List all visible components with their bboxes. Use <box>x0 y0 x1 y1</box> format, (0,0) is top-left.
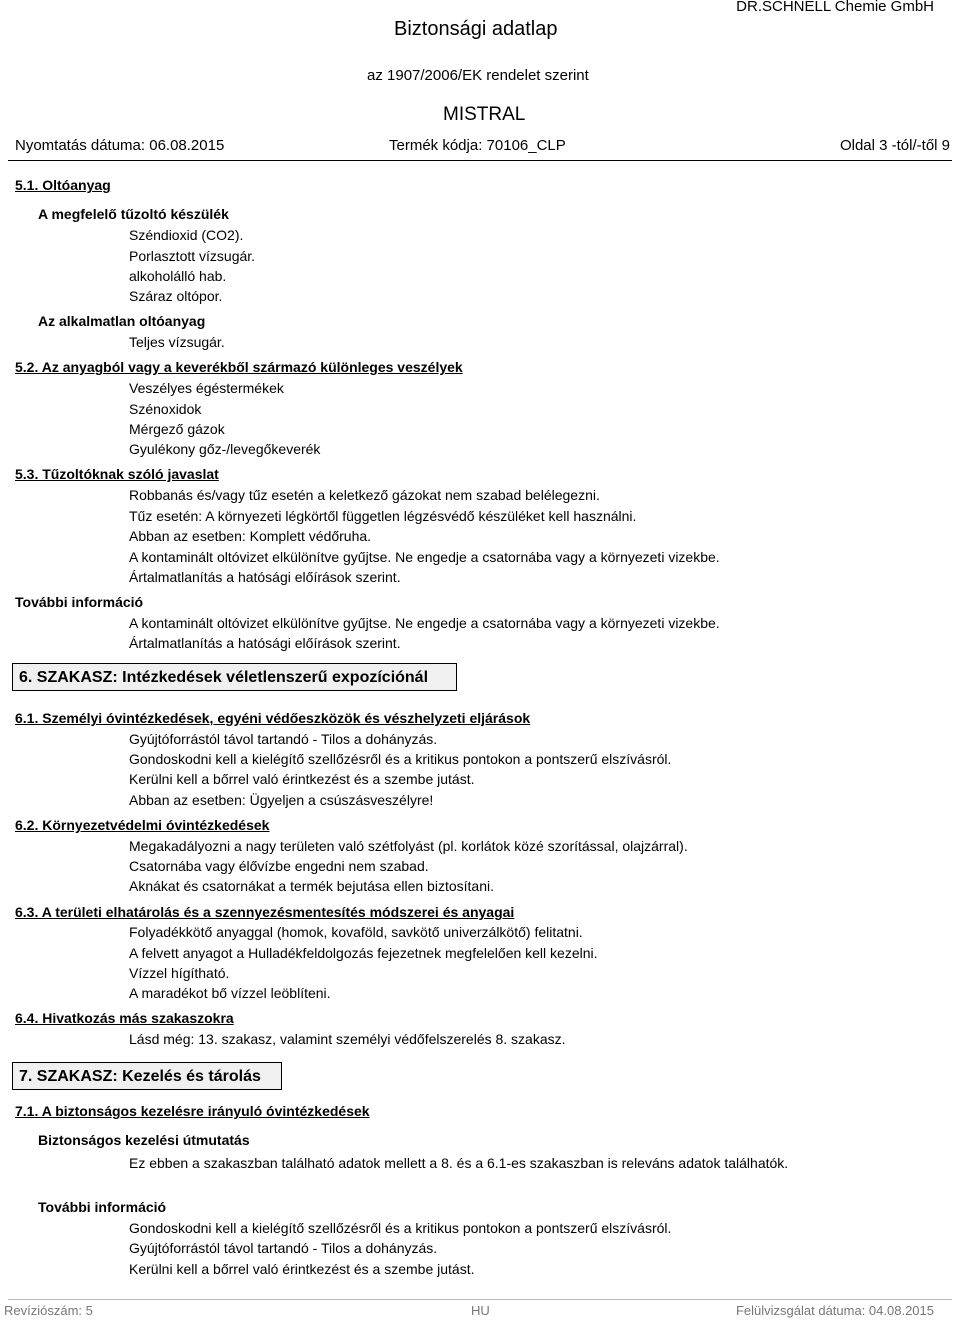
unsuitable-extinguisher-label: Az alkalmatlan oltóanyag <box>38 313 206 329</box>
revision-number: Revíziószám: 5 <box>4 1303 93 1318</box>
handling-info-line: Gyújtóforrástól távol tartandó - Tilos a dohányzás. <box>129 1240 438 1256</box>
suitable-item: alkoholálló hab. <box>129 268 227 284</box>
precaution-line: Gondoskodni kell a kielégítő szellőzésről és a kritikus pontokon a pontszerű elszívásról. <box>129 751 672 767</box>
firefighter-advice-line: Robbanás és/vagy tűz esetén a keletkező gázokat nem szabad belélegezni. <box>129 487 600 503</box>
firefighter-advice-line: Tűz esetén: A környezeti légkörtől független légzésvédő készüléket kell használni. <box>129 508 637 524</box>
review-date: Felülvizsgálat dátuma: 04.08.2015 <box>735 1303 934 1318</box>
print-date: Nyomtatás dátuma: 06.08.2015 <box>15 137 225 154</box>
containment-line: Vízzel hígítható. <box>129 965 230 981</box>
company-name: DR.SCHNELL Chemie GmbH <box>736 0 934 15</box>
section-6-title: 6. SZAKASZ: Intézkedések véletlenszerű expozíciónál <box>12 663 457 691</box>
handling-info-line: Gondoskodni kell a kielégítő szellőzésről és a kritikus pontokon a pontszerű elszívásról. <box>129 1220 672 1236</box>
firefighter-advice-line: Ártalmatlanítás a hatósági előírások szerint. <box>129 569 401 585</box>
product-name: MISTRAL <box>443 104 526 125</box>
safe-handling-label: Biztonságos kezelési útmutatás <box>38 1132 250 1148</box>
page-number: Oldal 3 -tól/-től 9 <box>839 137 950 154</box>
handling-info-line: Kerülni kell a bőrrel való érintkezést és a szembe jutást. <box>129 1261 475 1277</box>
containment-line: A felvett anyagot a Hulladékfeldolgozás fejezetnek megfelelően kell kezelni. <box>129 945 598 961</box>
further-info-line: Ártalmatlanítás a hatósági előírások szerint. <box>129 635 401 651</box>
suitable-item: Porlasztott vízsugár. <box>129 248 256 264</box>
regulation-text: az 1907/2006/EK rendelet szerint <box>367 67 589 84</box>
section-7-further-info-label: További információ <box>38 1199 167 1215</box>
document-title: Biztonsági adatlap <box>394 18 558 40</box>
firefighter-advice-line: A kontaminált oltóvizet elkülönítve gyűjtse. Ne engedje a csatornába vagy a környezeti vizekbe. <box>129 549 720 565</box>
suitable-extinguisher-label: A megfelelő tűzoltó készülék <box>38 206 229 222</box>
containment-line: A maradékot bő vízzel leöblíteni. <box>129 985 331 1001</box>
firefighter-advice-line: Abban az esetben: Komplett védőruha. <box>129 528 372 544</box>
language-code: HU <box>471 1303 490 1318</box>
precaution-line: Gyújtóforrástól távol tartandó - Tilos a dohányzás. <box>129 731 438 747</box>
section-5-3-heading: 5.3. Tűzoltóknak szóló javaslat <box>15 466 219 482</box>
environmental-line: Csatornába vagy élővízbe engedni nem szabad. <box>129 858 429 874</box>
environmental-line: Aknákat és csatornákat a termék bejutása ellen biztosítani. <box>129 878 494 894</box>
hazard-line: Mérgező gázok <box>129 421 225 437</box>
section-6-4-heading: 6.4. Hivatkozás más szakaszokra <box>15 1010 234 1026</box>
section-7-title: 7. SZAKASZ: Kezelés és tárolás <box>12 1062 282 1090</box>
precaution-line: Kerülni kell a bőrrel való érintkezést és a szembe jutást. <box>129 771 475 787</box>
header-divider <box>8 160 952 161</box>
section-5-2-heading: 5.2. Az anyagból vagy a keverékből származó különleges veszélyek <box>15 359 463 375</box>
reference-line: Lásd még: 13. szakasz, valamint személyi védőfelszerelés 8. szakasz. <box>129 1031 566 1047</box>
safe-handling-text: Ez ebben a szakaszban található adatok mellett a 8. és a 6.1-es szakaszban is releváns adatok találhatók. <box>129 1155 789 1171</box>
environmental-line: Megakadályozni a nagy területen való szétfolyást (pl. korlátok közé szorítással, olajzárral). <box>129 838 688 854</box>
hazard-line: Gyulékony gőz-/levegőkeverék <box>129 441 321 457</box>
suitable-item: Száraz oltópor. <box>129 288 223 304</box>
precaution-line: Abban az esetben: Ügyeljen a csúszásveszélyre! <box>129 792 434 808</box>
product-code: Termék kódja: 70106_CLP <box>389 137 566 154</box>
containment-line: Folyadékkötő anyaggal (homok, kovaföld, savkötő univerzálkötő) felitatni. <box>129 924 583 940</box>
hazard-line: Szénoxidok <box>129 401 202 417</box>
footer-divider <box>8 1299 952 1300</box>
section-5-further-info-label: További információ <box>15 594 144 610</box>
further-info-line: A kontaminált oltóvizet elkülönítve gyűjtse. Ne engedje a csatornába vagy a környezeti vizekbe. <box>129 615 720 631</box>
section-6-2-heading: 6.2. Környezetvédelmi óvintézkedések <box>15 817 270 833</box>
section-6-1-heading: 6.1. Személyi óvintézkedések, egyéni védőeszközök és vészhelyzeti eljárások <box>15 710 531 726</box>
section-6-3-heading: 6.3. A területi elhatárolás és a szennyezésmentesítés módszerei és anyagai <box>15 904 515 920</box>
section-5-1-heading: 5.1. Oltóanyag <box>15 177 111 193</box>
suitable-item: Széndioxid (CO2). <box>129 227 244 243</box>
section-7-1-heading: 7.1. A biztonságos kezelésre irányuló óvintézkedések <box>15 1103 370 1119</box>
unsuitable-item: Teljes vízsugár. <box>129 334 225 350</box>
hazard-line: Veszélyes égéstermékek <box>129 380 284 396</box>
